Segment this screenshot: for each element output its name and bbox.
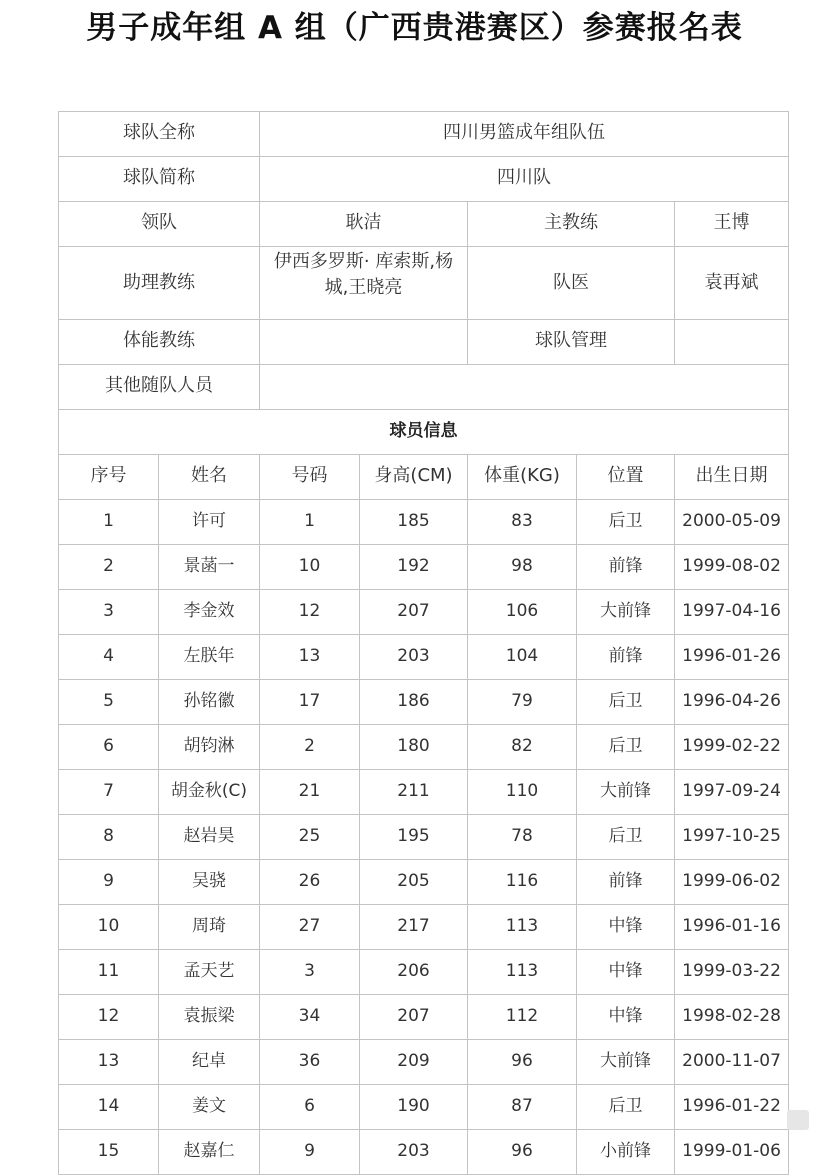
player-no-cell: 5 [59, 680, 159, 725]
player-birth-cell: 1999-06-02 [675, 860, 789, 905]
player-height-cell: 203 [360, 635, 468, 680]
player-weight-cell: 87 [468, 1085, 577, 1130]
table-row [59, 905, 789, 950]
manager-value [675, 320, 789, 365]
player-position-cell: 前锋 [577, 860, 675, 905]
player-birth-cell: 1996-01-22 [675, 1085, 789, 1130]
player-name-cell: 姜文 [159, 1085, 260, 1130]
player-height-cell: 211 [360, 770, 468, 815]
player-name-cell: 许可 [159, 500, 260, 545]
full-name-label: 球队全称 [59, 112, 260, 157]
player-position-cell: 前锋 [577, 545, 675, 590]
player-birth-cell: 2000-11-07 [675, 1040, 789, 1085]
player-weight-cell: 112 [468, 995, 577, 1040]
table-row [59, 500, 789, 545]
player-weight-cell: 113 [468, 950, 577, 995]
player-number-cell: 3 [260, 950, 360, 995]
player-no-cell: 7 [59, 770, 159, 815]
player-position-cell: 大前锋 [577, 1040, 675, 1085]
player-weight-cell: 83 [468, 500, 577, 545]
table-row [59, 545, 789, 590]
header-name: 姓名 [159, 455, 260, 500]
player-weight-cell: 82 [468, 725, 577, 770]
others-value [260, 365, 789, 410]
player-birth-cell: 1996-01-16 [675, 905, 789, 950]
player-birth-cell: 1996-04-26 [675, 680, 789, 725]
table-row [59, 1040, 789, 1085]
player-position-cell: 后卫 [577, 1085, 675, 1130]
player-weight-cell: 104 [468, 635, 577, 680]
player-no-cell: 4 [59, 635, 159, 680]
player-weight-cell: 96 [468, 1130, 577, 1175]
player-birth-cell: 1999-08-02 [675, 545, 789, 590]
player-position-cell: 后卫 [577, 680, 675, 725]
table-row [59, 950, 789, 995]
player-birth-cell: 1997-04-16 [675, 590, 789, 635]
player-number-cell: 9 [260, 1130, 360, 1175]
player-height-cell: 207 [360, 590, 468, 635]
player-birth-cell: 1998-02-28 [675, 995, 789, 1040]
player-number-cell: 27 [260, 905, 360, 950]
header-birth: 出生日期 [675, 455, 789, 500]
player-birth-cell: 1996-01-26 [675, 635, 789, 680]
player-no-cell: 15 [59, 1130, 159, 1175]
player-height-cell: 195 [360, 815, 468, 860]
player-weight-cell: 110 [468, 770, 577, 815]
players-section-title: 球员信息 [59, 410, 789, 455]
player-no-cell: 12 [59, 995, 159, 1040]
fitness-coach-label: 体能教练 [59, 320, 260, 365]
table-row [59, 635, 789, 680]
player-number-cell: 17 [260, 680, 360, 725]
header-height: 身高(CM) [360, 455, 468, 500]
table-row [59, 770, 789, 815]
table-row [59, 1130, 789, 1175]
row-others [59, 365, 789, 410]
player-position-cell: 后卫 [577, 725, 675, 770]
player-height-cell: 217 [360, 905, 468, 950]
player-height-cell: 192 [360, 545, 468, 590]
player-name-cell: 左朕年 [159, 635, 260, 680]
player-number-cell: 13 [260, 635, 360, 680]
player-height-cell: 203 [360, 1130, 468, 1175]
player-position-cell: 中锋 [577, 995, 675, 1040]
player-position-cell: 大前锋 [577, 590, 675, 635]
player-number-cell: 25 [260, 815, 360, 860]
player-weight-cell: 116 [468, 860, 577, 905]
player-name-cell: 孙铭徽 [159, 680, 260, 725]
player-weight-cell: 98 [468, 545, 577, 590]
player-height-cell: 186 [360, 680, 468, 725]
player-weight-cell: 78 [468, 815, 577, 860]
player-name-cell: 赵嘉仁 [159, 1130, 260, 1175]
player-no-cell: 8 [59, 815, 159, 860]
fitness-coach-value [260, 320, 468, 365]
player-position-cell: 小前锋 [577, 1130, 675, 1175]
player-no-cell: 3 [59, 590, 159, 635]
registration-form [58, 111, 789, 1175]
players-header-row [59, 455, 789, 500]
table-row [59, 590, 789, 635]
player-no-cell: 1 [59, 500, 159, 545]
table-row [59, 1085, 789, 1130]
player-no-cell: 9 [59, 860, 159, 905]
player-no-cell: 2 [59, 545, 159, 590]
assistant-coach-label: 助理教练 [59, 247, 260, 320]
player-no-cell: 10 [59, 905, 159, 950]
header-no: 序号 [59, 455, 159, 500]
header-position: 位置 [577, 455, 675, 500]
player-number-cell: 2 [260, 725, 360, 770]
page-title: 男子成年组 A 组（广西贵港赛区）参赛报名表 [86, 10, 743, 46]
player-birth-cell: 1997-10-25 [675, 815, 789, 860]
player-height-cell: 185 [360, 500, 468, 545]
player-position-cell: 后卫 [577, 500, 675, 545]
player-name-cell: 纪卓 [159, 1040, 260, 1085]
leader-value: 耿洁 [260, 202, 468, 247]
leader-label: 领队 [59, 202, 260, 247]
player-weight-cell: 113 [468, 905, 577, 950]
header-weight: 体重(KG) [468, 455, 577, 500]
player-position-cell: 中锋 [577, 950, 675, 995]
player-weight-cell: 106 [468, 590, 577, 635]
player-birth-cell: 1999-02-22 [675, 725, 789, 770]
head-coach-value: 王博 [675, 202, 789, 247]
player-name-cell: 李金效 [159, 590, 260, 635]
doctor-label: 队医 [468, 247, 675, 320]
player-no-cell: 14 [59, 1085, 159, 1130]
player-position-cell: 后卫 [577, 815, 675, 860]
player-weight-cell: 96 [468, 1040, 577, 1085]
player-position-cell: 前锋 [577, 635, 675, 680]
player-height-cell: 205 [360, 860, 468, 905]
player-name-cell: 景菡一 [159, 545, 260, 590]
assistant-coach-value: 伊西多罗斯· 库索斯,杨城,王晓亮 [260, 247, 468, 320]
row-leader [59, 202, 789, 247]
player-no-cell: 6 [59, 725, 159, 770]
player-birth-cell: 2000-05-09 [675, 500, 789, 545]
table-row [59, 995, 789, 1040]
player-number-cell: 10 [260, 545, 360, 590]
player-height-cell: 209 [360, 1040, 468, 1085]
player-birth-cell: 1997-09-24 [675, 770, 789, 815]
player-birth-cell: 1999-01-06 [675, 1130, 789, 1175]
table-row [59, 725, 789, 770]
watermark-badge [787, 1110, 809, 1130]
player-number-cell: 34 [260, 995, 360, 1040]
player-birth-cell: 1999-03-22 [675, 950, 789, 995]
row-assistant-coach [59, 247, 789, 320]
table-row [59, 680, 789, 725]
head-coach-label: 主教练 [468, 202, 675, 247]
player-no-cell: 11 [59, 950, 159, 995]
player-number-cell: 26 [260, 860, 360, 905]
player-name-cell: 周琦 [159, 905, 260, 950]
player-name-cell: 胡钧淋 [159, 725, 260, 770]
player-position-cell: 中锋 [577, 905, 675, 950]
player-height-cell: 190 [360, 1085, 468, 1130]
player-name-cell: 袁振梁 [159, 995, 260, 1040]
player-name-cell: 赵岩昊 [159, 815, 260, 860]
player-name-cell: 胡金秋(C) [159, 770, 260, 815]
player-name-cell: 孟天艺 [159, 950, 260, 995]
manager-label: 球队管理 [468, 320, 675, 365]
player-number-cell: 6 [260, 1085, 360, 1130]
short-name-label: 球队简称 [59, 157, 260, 202]
player-weight-cell: 79 [468, 680, 577, 725]
table-row [59, 860, 789, 905]
row-fitness-coach [59, 320, 789, 365]
player-height-cell: 207 [360, 995, 468, 1040]
header-number: 号码 [260, 455, 360, 500]
player-number-cell: 1 [260, 500, 360, 545]
player-number-cell: 36 [260, 1040, 360, 1085]
table-row [59, 815, 789, 860]
others-label: 其他随队人员 [59, 365, 260, 410]
doctor-value: 袁再斌 [675, 247, 789, 320]
full-name-value: 四川男篮成年组队伍 [260, 112, 789, 157]
row-short-name [59, 157, 789, 202]
player-position-cell: 大前锋 [577, 770, 675, 815]
player-name-cell: 吴骁 [159, 860, 260, 905]
player-no-cell: 13 [59, 1040, 159, 1085]
player-height-cell: 180 [360, 725, 468, 770]
player-number-cell: 12 [260, 590, 360, 635]
player-height-cell: 206 [360, 950, 468, 995]
player-number-cell: 21 [260, 770, 360, 815]
row-players-section [59, 410, 789, 455]
row-full-name [59, 112, 789, 157]
short-name-value: 四川队 [260, 157, 789, 202]
